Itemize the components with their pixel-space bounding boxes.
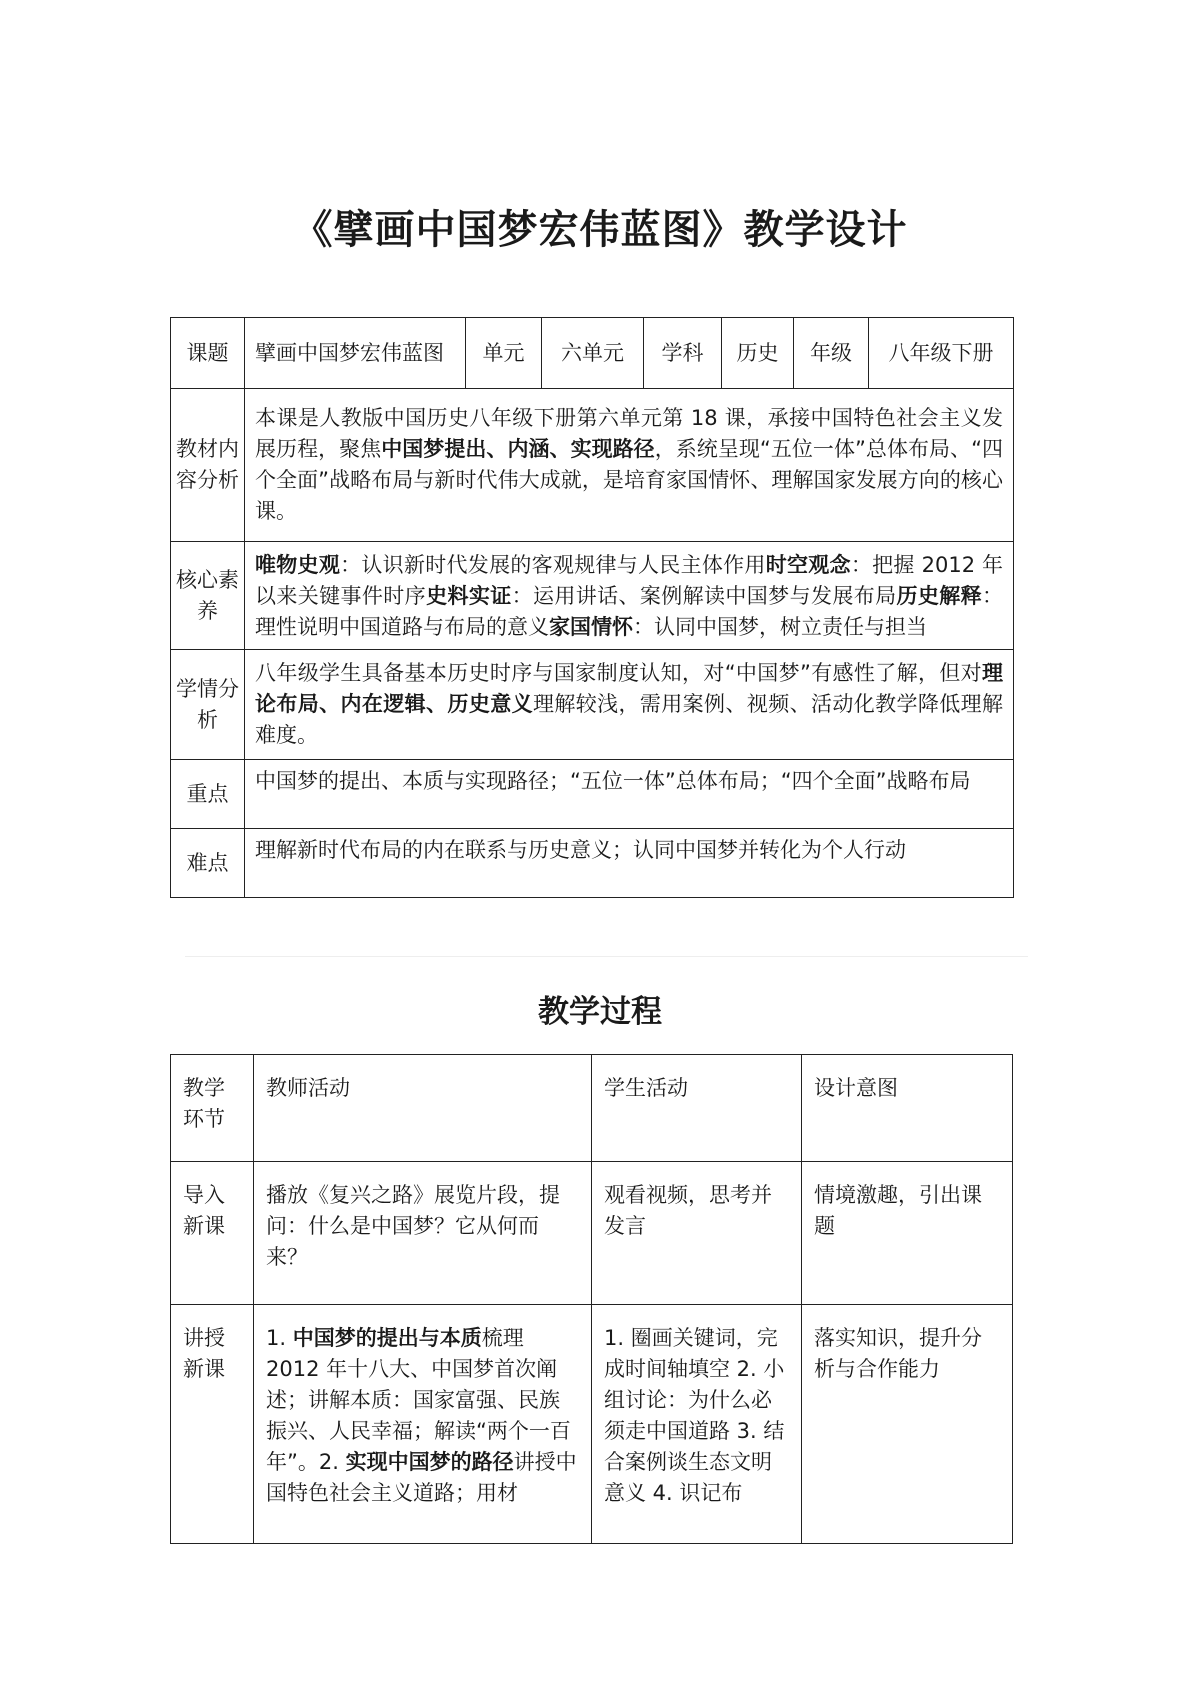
- topic-value: 擘画中国梦宏伟蓝图: [245, 318, 466, 389]
- process-row-intro: [171, 1162, 1013, 1305]
- core-literacy-label: 核心素养: [171, 542, 245, 650]
- unit-label: 单元: [466, 318, 542, 389]
- grade-value: 八年级下册: [869, 318, 1014, 389]
- document-title: 《擘画中国梦宏伟蓝图》教学设计: [292, 207, 908, 253]
- stage-cell: 导入新课: [171, 1162, 254, 1305]
- difficulties-row: [171, 829, 1014, 898]
- literacy-term: 历史解释: [896, 584, 983, 608]
- teaching-process-table: [170, 1054, 1013, 1544]
- unit-value: 六单元: [542, 318, 644, 389]
- teacher-activity-text: 1.: [266, 1326, 293, 1350]
- literacy-text: ：把握 2012 年以来关键事件时序: [255, 553, 1004, 608]
- student-analysis-label: 学情分析: [171, 650, 245, 760]
- process-section-title: 教学过程: [538, 994, 662, 1030]
- difficulties-label: 难点: [171, 829, 245, 898]
- teacher-activity-cell: [254, 1305, 592, 1544]
- literacy-text: ：认同中国梦，树立责任与担当: [633, 615, 927, 639]
- textbook-analysis-text: ，系统呈现“五位一体”总体布局、“四个全面”战略布局与新时代伟大成就，是培育家国情怀、理解国家发展方向的核心课。: [255, 437, 1004, 523]
- student-activity-header: 学生活动: [592, 1055, 802, 1162]
- teacher-activity-emphasis: 实现中国梦的路径: [345, 1450, 514, 1474]
- literacy-text: ：理性说明中国道路与布局的意义: [255, 584, 1004, 639]
- literacy-text: ：认识新时代发展的客观规律与人民主体作用: [340, 553, 766, 577]
- teacher-activity-text: 梳理 2012 年十八大、中国梦首次阐述；讲解本质：国家富强、民族振兴、人民幸福；解读“两个一百年”。2.: [266, 1326, 571, 1474]
- student-analysis-emphasis: 理论布局、内在逻辑、历史意义: [255, 661, 1003, 716]
- textbook-analysis-label: 教材内容分析: [171, 389, 245, 542]
- core-literacy-row: [171, 542, 1014, 650]
- literacy-text: ：运用讲话、案例解读中国梦与发展布局: [511, 584, 897, 608]
- teacher-activity-header: 教师活动: [254, 1055, 592, 1162]
- stage-header: 教学环节: [171, 1055, 254, 1162]
- teacher-activity-emphasis: 中国梦的提出与本质: [292, 1326, 482, 1350]
- topic-label: 课题: [171, 318, 245, 389]
- student-analysis-content: [245, 650, 1014, 760]
- lesson-info-table: [170, 317, 1014, 898]
- textbook-analysis-content: [245, 389, 1014, 542]
- student-analysis-text: 八年级学生具备基本历史时序与国家制度认知，对“中国梦”有感性了解，但对: [255, 661, 982, 685]
- key-points-row: [171, 760, 1014, 829]
- design-intent-cell: 情境激趣，引出课题: [802, 1162, 1013, 1305]
- student-analysis-row: [171, 650, 1014, 760]
- design-intent-cell: 落实知识，提升分析与合作能力: [802, 1305, 1013, 1544]
- textbook-analysis-text: 本课是人教版中国历史八年级下册第六单元第 18 课，承接中国特色社会主义发展历程，聚焦: [255, 406, 1003, 461]
- process-header-row: [171, 1055, 1013, 1162]
- student-activity-cell: 观看视频，思考并发言: [592, 1162, 802, 1305]
- textbook-analysis-row: [171, 389, 1014, 542]
- subject-label: 学科: [644, 318, 722, 389]
- section-divider: [185, 956, 1028, 957]
- difficulties-content: 理解新时代布局的内在联系与历史意义；认同中国梦并转化为个人行动: [245, 829, 1014, 898]
- subject-value: 历史: [722, 318, 794, 389]
- teacher-activity-text: 讲授中国特色社会主义道路；用材: [266, 1450, 577, 1505]
- process-row-lecture: [171, 1305, 1013, 1544]
- info-head-row: [171, 318, 1014, 389]
- literacy-term: 家国情怀: [549, 615, 633, 639]
- teacher-activity-cell: 播放《复兴之路》展览片段，提问：什么是中国梦？它从何而来？: [254, 1162, 592, 1305]
- key-points-label: 重点: [171, 760, 245, 829]
- student-activity-cell: 1. 圈画关键词，完成时间轴填空 2. 小组讨论：为什么必须走中国道路 3. 结合案例谈生态文明意义 4. 识记布: [592, 1305, 802, 1544]
- key-points-content: 中国梦的提出、本质与实现路径；“五位一体”总体布局；“四个全面”战略布局: [245, 760, 1014, 829]
- literacy-term: 史料实证: [426, 584, 512, 608]
- design-intent-header: 设计意图: [802, 1055, 1013, 1162]
- stage-cell: 讲授新课: [171, 1305, 254, 1544]
- student-analysis-text: 理解较浅，需用案例、视频、活动化教学降低理解难度。: [255, 692, 1004, 747]
- textbook-analysis-emphasis: 中国梦提出、内涵、实现路径: [381, 437, 655, 461]
- grade-label: 年级: [794, 318, 869, 389]
- literacy-term: 时空观念: [765, 553, 851, 577]
- core-literacy-content: [245, 542, 1014, 650]
- literacy-term: 唯物史观: [255, 553, 341, 577]
